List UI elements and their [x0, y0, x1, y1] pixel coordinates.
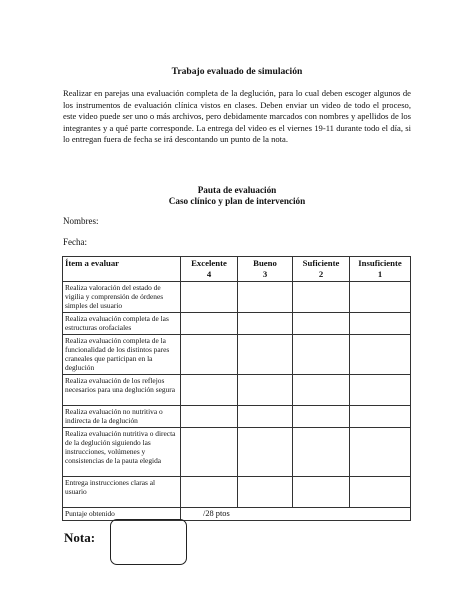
score-cell-good	[238, 428, 293, 477]
grade-label: Nota:	[64, 530, 96, 545]
score-cell-sufficient	[293, 335, 350, 375]
rubric-subtitle: Caso clínico y plan de intervención	[168, 196, 306, 206]
criterion-cell: Realiza evaluación completa de las estructuras orofaciales	[63, 313, 181, 335]
score-cell-excellent	[181, 406, 238, 428]
score-cell-good	[238, 313, 293, 335]
header-good: Bueno 3	[238, 257, 293, 282]
criterion-cell: Realiza evaluación no nutritiva o indirecta de la deglución	[63, 406, 181, 428]
table-row	[63, 375, 411, 406]
score-cell-insufficient	[350, 335, 411, 375]
grade-box[interactable]	[110, 519, 187, 565]
score-cell-excellent	[181, 335, 238, 375]
rubric-table	[62, 256, 411, 521]
criterion-cell: Entrega instrucciones claras al usuario	[63, 477, 181, 508]
score-cell-excellent	[181, 282, 238, 313]
score-cell-good	[238, 477, 293, 508]
header-excellent: Excelente 4	[181, 257, 238, 282]
score-cell-insufficient	[350, 428, 411, 477]
score-cell-sufficient	[293, 313, 350, 335]
score-cell-excellent	[181, 313, 238, 335]
score-cell-sufficient	[293, 282, 350, 313]
names-label: Nombres:	[63, 216, 99, 226]
score-cell-insufficient	[350, 313, 411, 335]
table-row	[63, 428, 411, 477]
criterion-cell: Realiza evaluación de los reflejos necesarios para una deglución segura	[63, 375, 181, 406]
score-cell-insufficient	[350, 477, 411, 508]
score-cell-good	[238, 282, 293, 313]
score-cell-good	[238, 375, 293, 406]
rubric-title: Pauta de evaluación	[197, 185, 277, 195]
header-sufficient: Suficiente 2	[293, 257, 350, 282]
score-cell-sufficient	[293, 375, 350, 406]
score-cell-excellent	[181, 477, 238, 508]
criterion-cell: Realiza evaluación completa de la funcionalidad de los distintos pares craneales que participan en la deglución	[63, 335, 181, 375]
table-row	[63, 335, 411, 375]
rubric-header-row	[63, 257, 411, 282]
table-row	[63, 313, 411, 335]
header-insufficient: Insuficiente 1	[350, 257, 411, 282]
table-row	[63, 282, 411, 313]
score-cell-good	[238, 406, 293, 428]
score-cell-sufficient	[293, 477, 350, 508]
criterion-cell: Realiza evaluación nutritiva o directa de la deglución siguiendo las instrucciones, volúmenes y consistencias de la pauta elegida	[63, 428, 181, 477]
total-value: /28 ptos	[181, 508, 411, 521]
score-cell-sufficient	[293, 406, 350, 428]
header-item: Ítem a evaluar	[63, 257, 181, 282]
table-row	[63, 406, 411, 428]
date-label: Fecha:	[63, 237, 87, 247]
score-cell-insufficient	[350, 282, 411, 313]
score-cell-sufficient	[293, 428, 350, 477]
criterion-cell: Realiza valoración del estado de vigilia y comprensión de órdenes simples del usuario	[63, 282, 181, 313]
score-cell-excellent	[181, 375, 238, 406]
document-title: Trabajo evaluado de simulación	[171, 66, 303, 77]
score-cell-excellent	[181, 428, 238, 477]
table-row	[63, 477, 411, 508]
score-cell-insufficient	[350, 406, 411, 428]
total-label: Puntaje obtenido	[63, 508, 181, 521]
instructions-paragraph: Realizar en parejas una evaluación completa de la deglución, para lo cual deben escoger algunos de los instrumentos de evaluación clínica vistos en clases. Deben enviar un video de todo el proceso, este video puede ser uno o más archivos, pero debidamente marcados con nombres y apellidos de los integrantes y a qué parte corresponde. La entrega del video es el viernes 19-11 durante todo el día, si lo entregan fuera de fecha se irá descontando un punto de la nota.	[63, 88, 411, 145]
score-cell-insufficient	[350, 375, 411, 406]
score-cell-good	[238, 335, 293, 375]
